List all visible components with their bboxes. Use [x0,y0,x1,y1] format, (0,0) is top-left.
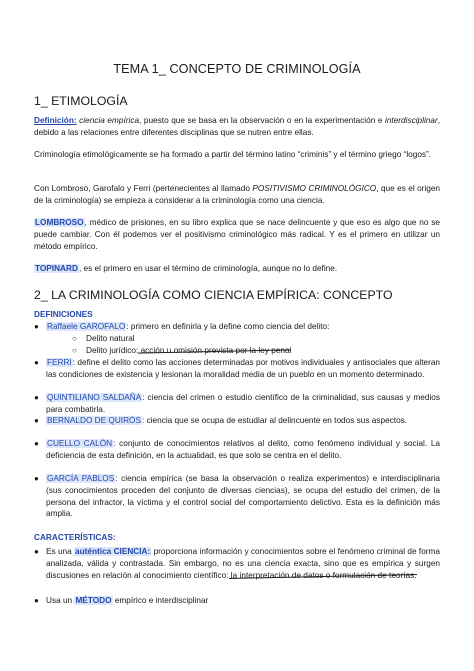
lombroso-label: LOMBROSO [35,218,84,227]
positivism-term: POSITIVISMO CRIMINOLÓGICO [252,184,377,193]
list-item-ciencia: ● Es una auténtica CIENCIA: proporciona información y conocimientos sobre el fenómeno criminal de forma analizada, válida y contrastada. Sin embargo, no es una ciencia exacta, sino que es empírica y surgen discusiones en relación al conocimiento científico: la interpretación de datos o formulación de teorías. [34,547,440,580]
section2-heading: 2_ LA CRIMINOLOGÍA COMO CIENCIA EMPÍRICA: CONCEPTO [34,288,393,302]
cuello-calon-label: CUELLO CALÓN [47,439,113,448]
ciencia-text: proporciona información y conocimientos sobre el fenómeno criminal de forma analizada, válida y contrastada. Sin embargo, no es una ciencia exacta, sino que es empírica y surgen discusiones en relación al conocimiento científico: [46,547,440,580]
struck-text: acción u omisión prevista por la ley penal [138,346,292,355]
bullet-icon: ● [34,596,39,605]
bullet-icon: ● [34,439,39,448]
lombroso-paragraph [34,217,440,252]
list-item-ferri [34,357,440,381]
characteristics-heading: CARACTERÍSTICAS: [34,533,116,542]
list-item-garofalo [34,321,440,333]
bullet-icon: ● [34,474,39,483]
bullet-icon: ● [34,393,39,402]
definitions-heading: DEFINICIONES [34,310,93,319]
topinard-label: TOPINARD [35,264,78,273]
definition-term-2: interdisciplinar [384,116,438,125]
topinard-paragraph [34,263,440,275]
metodo-text: empírico e interdisciplinar [112,596,209,605]
cuello-calon-text: : conjunto de conocimientos relativos al delito, como fenómeno individual y social. La deficiencia de esta definición, en la actualidad, es que solo se centra en el delito. [46,439,440,460]
list-item-metodo: ● Usa un MÉTODO empírico e interdisciplinar [34,596,209,605]
definition-text-2: , debido a las relaciones entre diferentes disciplinas que se nutren entre ellas. [34,116,441,137]
list-item-cuello-calon [34,438,440,462]
garofalo-label: Raffaele GAROFALO [47,322,126,331]
positivism-text-a: Con Lombroso, Garofalo y Ferri (pertenecientes al llamado [34,184,250,193]
list-item-garcia-pablos [34,473,440,520]
ferri-label: FERRI [47,358,72,367]
saldana-label: QUINTILIANO SALDAÑA [47,393,142,402]
bullet-icon: ● [34,547,39,556]
definition-paragraph [34,115,440,139]
bullet-icon: ● [34,322,39,331]
bullet-icon: ● [34,358,39,367]
garcia-pablos-label: GARCÍA PABLOS [47,474,115,483]
metodo-label: MÉTODO [75,596,112,605]
definition-label: Definición: [34,116,77,125]
list-item-saldana [34,392,440,416]
section1-heading: 1_ ETIMOLOGÍA [34,94,128,108]
circle-bullet-icon: ○ [72,334,77,343]
sub-item-delito-natural: ○ Delito natural [72,334,135,343]
garcia-pablos-text: : ciencia empírica (se basa la observación o realiza experimentos) e interdisciplinaria (sus conocimientos proceden del conjunto de diversas ciencias), se ocupa del estudio del crimen, de la persona del infractor, la víctima y el control social del comportamiento delictivo. Esta es la definición más amplia. [46,474,440,519]
quiros-text: : ciencia que se ocupa de estudiar al delincuente en todos sus aspectos. [141,416,408,425]
list-item-quiros [34,415,440,427]
topinard-text: , es el primero en usar el término de criminología, aunque no lo define. [78,264,338,273]
sub-item-delito-juridico: ○ Delito jurídico: acción u omisión prevista por la ley penal [72,346,292,355]
saldana-text: : ciencia del crimen o estudio científico de la criminalidad, sus causas y medios para combatirla. [46,393,440,414]
bullet-icon: ● [34,416,39,425]
positivism-text-b: , que es el origen de la criminología) se empieza a considerar a la criminología como una ciencia. [34,184,441,205]
lombroso-text: , médico de prisiones, en su libro explica que se nace delincuente y que eso es algo que no se puede cambiar. Con él podemos ver el positivismo criminológico más radical. Y es el primero en utilizar un método empírico. [34,218,440,251]
circle-bullet-icon: ○ [72,346,77,355]
struck-text: la interpretación de datos o formulación de teorías. [228,570,417,580]
quiros-label: BERNALDO DE QUIRÓS [47,416,141,425]
definition-text-1: , puesto que se basa en la observación o en la experimentación e [139,116,383,125]
ferri-text: : define el delito como las acciones determinadas por motivos individuales y antisociales que alteran las condiciones de existencia y lesionan la moralidad media de un pueblo en un momento determinado. [46,358,440,379]
etymology-paragraph: Criminología etimológicamente se ha formado a partir del término latino “criminis” y el término griego “logos”. [34,150,432,159]
garofalo-text: : primero en definirla y la define como ciencia del delito: [126,322,330,331]
definition-term-1: ciencia empírica [79,116,140,125]
ciencia-label: auténtica CIENCIA: [75,547,151,556]
positivism-paragraph [34,183,440,207]
page-title: TEMA 1_ CONCEPTO DE CRIMINOLOGÍA [113,62,361,76]
